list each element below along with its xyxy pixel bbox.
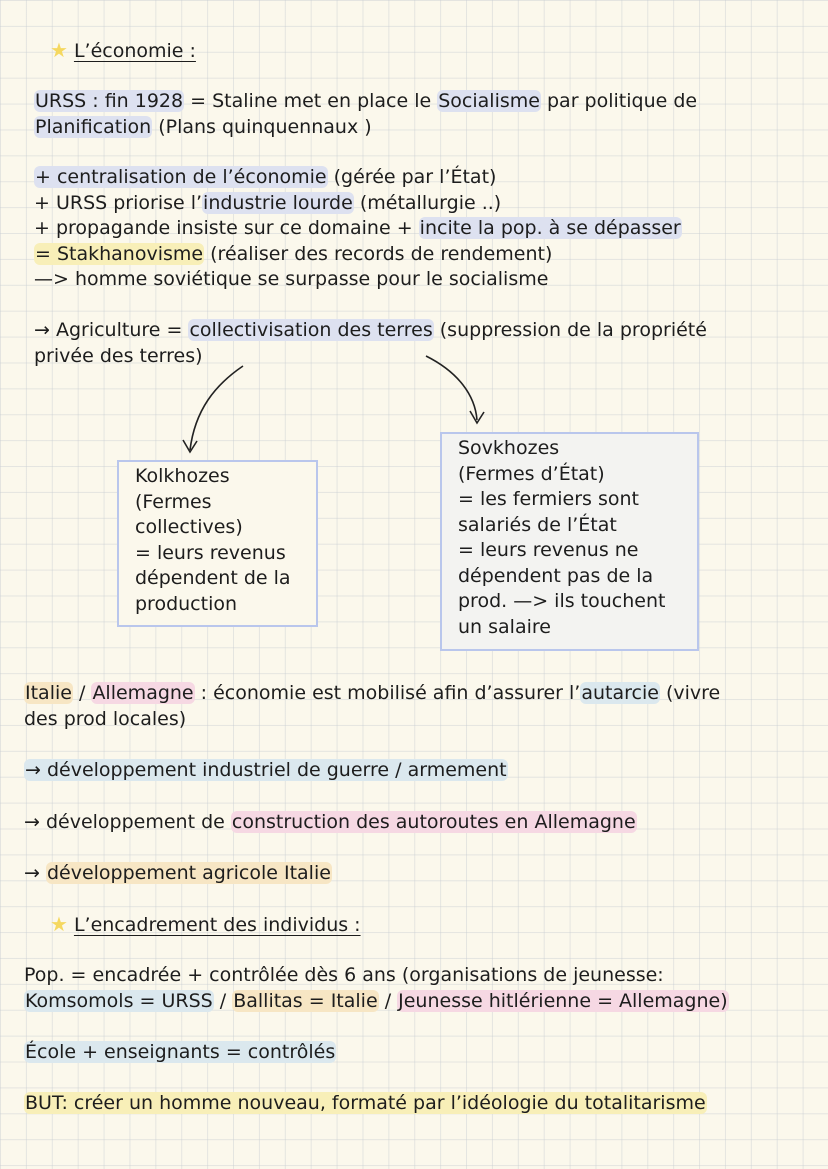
sovkhozes-line: = leurs revenus ne bbox=[458, 539, 639, 561]
kolkhozes-line: production bbox=[135, 592, 238, 615]
star-icon: ★ bbox=[50, 38, 68, 62]
heading-economie-text: L’économie : bbox=[73, 40, 196, 62]
section-heading-encadrement bbox=[50, 912, 361, 936]
arrow-to-kolkhozes bbox=[190, 366, 243, 450]
bullet-homme-sovietique: —> homme soviétique se surpasse pour le socialisme bbox=[34, 268, 549, 290]
allemagne-term: Allemagne bbox=[92, 682, 194, 704]
jeunesse-term: Jeunesse hitlérienne = Allemagne) bbox=[398, 989, 728, 1012]
sovkhozes-line: salariés de l’État bbox=[458, 513, 617, 536]
socialisme-term: Socialisme bbox=[438, 90, 540, 112]
arrow-to-sovkhozes bbox=[426, 356, 477, 420]
sovkhozes-line: = les fermiers sont bbox=[458, 488, 639, 510]
planification-term: Planification bbox=[35, 115, 152, 138]
sovkhozes-line: prod. —> ils touchent bbox=[458, 590, 666, 612]
arrow-item-autoroutes: → développement de construction des autoroutes en Allemagne bbox=[24, 811, 636, 833]
heading-encadrement-text: L’encadrement des individus : bbox=[73, 914, 361, 936]
star-icon: ★ bbox=[50, 912, 68, 936]
komsomols-term: Komsomols = URSS bbox=[25, 989, 213, 1012]
urss-date: URSS : fin 1928 bbox=[35, 90, 184, 112]
italie-term: Italie bbox=[25, 682, 72, 704]
kolkhozes-box bbox=[117, 460, 318, 627]
bullet-stakhanovisme: = Stakhanovisme (réaliser des records de rendement) bbox=[35, 242, 553, 265]
sovkhozes-line: dépendent pas de la bbox=[458, 564, 654, 587]
italie-allemagne-paragraph: Italie / Allemagne : économie est mobilisé afin d’assurer l’autarcie (vivre des prod locales) bbox=[24, 682, 721, 730]
bullet-propagande: + propagande insiste sur ce domaine + incite la pop. à se dépasser bbox=[34, 217, 681, 239]
but-line: BUT: créer un homme nouveau, formaté par l’idéologie du totalitarisme bbox=[25, 1092, 706, 1114]
kolkhozes-line: collectives) bbox=[135, 516, 243, 538]
urss-paragraph: URSS : fin 1928 = Staline met en place le Socialisme par politique de Planification (Plans quinquennaux ) bbox=[35, 90, 698, 138]
sovkhozes-line: un salaire bbox=[458, 615, 551, 638]
collectivisation-term: collectivisation des terres bbox=[189, 319, 433, 341]
ballitas-term: Ballitas = Italie bbox=[233, 989, 378, 1012]
ecole-line: École + enseignants = contrôlés bbox=[25, 1041, 336, 1063]
sovkhozes-line: Sovkhozes bbox=[458, 437, 560, 459]
kolkhozes-line: = leurs revenus bbox=[135, 541, 286, 564]
kolkhozes-line: (Fermes bbox=[135, 490, 212, 513]
agriculture-paragraph: → Agriculture = collectivisation des terres (suppression de la propriété privée des terres) bbox=[34, 319, 707, 367]
bullet-industrie: + URSS priorise l’industrie lourde (métallurgie ..) bbox=[34, 191, 502, 214]
arrow-item-agricole: → développement agricole Italie bbox=[24, 862, 331, 884]
sovkhozes-box bbox=[440, 432, 699, 651]
encadrement-paragraph: Pop. = encadrée + contrôlée dès 6 ans (organisations de jeunesse: Komsomols = URSS / Ballitas = Italie / Jeunesse hitlérienne = Allemagne) bbox=[24, 964, 728, 1012]
kolkhozes-line: Kolkhozes bbox=[135, 465, 230, 487]
kolkhozes-line: dépendent de la bbox=[135, 567, 291, 589]
autarcie-term: autarcie bbox=[581, 682, 659, 704]
arrow-item-industriel: → développement industriel de guerre / armement bbox=[25, 759, 507, 781]
sovkhozes-line: (Fermes d’État) bbox=[458, 462, 605, 485]
bullet-centralisation: + centralisation de l’économie (gérée par l’État) bbox=[35, 166, 497, 188]
